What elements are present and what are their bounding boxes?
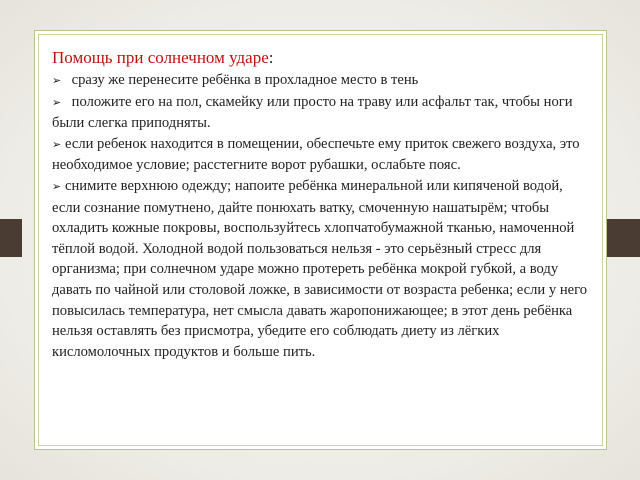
slide-title: [52, 46, 592, 70]
arrow-bullet-icon: ➢: [52, 179, 62, 193]
list-item-text: сразу же перенесите ребёнка в прохладное место в тень: [68, 72, 419, 88]
arrow-bullet-icon: ➢: [52, 137, 62, 151]
arrow-bullet-icon: ➢: [52, 74, 62, 87]
list-item-text: если ребенок находится в помещении, обеспечьте ему приток свежего воздуха, это необходимое условие; расстегните ворот рубашки, ослабьте пояс.: [52, 135, 580, 174]
list-item-text: положите его на пол, скамейку или просто на траву или асфальт так, чтобы ноги были слегка приподняты.: [52, 93, 573, 132]
left-decor-bar: [0, 219, 22, 257]
list-item: [52, 70, 592, 92]
list-item: [52, 176, 592, 362]
list-item-text: снимите верхнюю одежду; напоите ребёнка минеральной или кипяченой водой, если сознание помутнено, дайте понюхать ватку, смоченную нашатырём; чтобы охладить кожные покровы, воспользуйтесь хлопчатобумажной тканью, намоченной тёплой водой. Холодной водой пользоваться нельзя - это серьёзный стресс для организма; при солнечном ударе можно протереть ребёнка мокрой губкой, а воду давать по чайной или столовой ложке, в зависимости от возраста ребенка; если у него повысилась температура, нет смысла давать жаропонижающее; в этот день ребёнка нельзя оставлять без присмотра, убедите его соблюдать диету из лёгких кисломолочных продуктов и больше пить.: [52, 177, 588, 360]
slide-content: [52, 46, 592, 362]
list-item: [52, 92, 592, 134]
title-colon: :: [268, 48, 274, 67]
list-item: [52, 134, 592, 176]
title-text: Помощь при солнечном ударе: [52, 48, 269, 67]
arrow-bullet-icon: ➢: [52, 95, 62, 109]
